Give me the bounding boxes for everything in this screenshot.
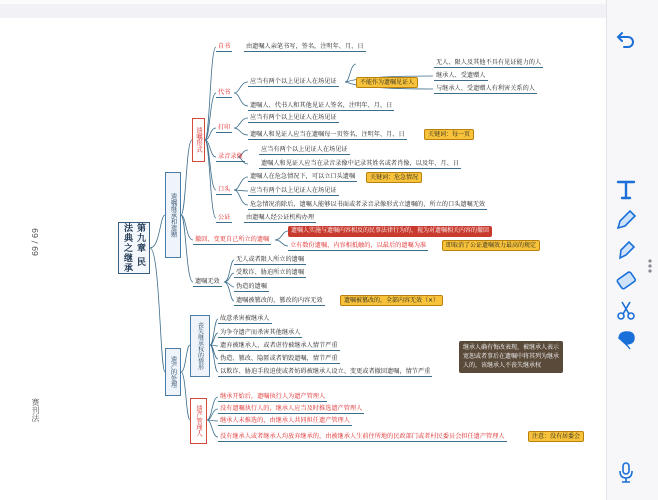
form-audio-video: 录音录像 <box>218 153 243 160</box>
form-self-written-text: 由遗嘱人亲笔书写，签名，注明年、月、日 <box>246 43 364 50</box>
audio-line-1: 应当有两个以上见证人在场见证 <box>261 146 348 153</box>
text-tool-icon[interactable] <box>612 176 640 204</box>
revoke-line-1: 遗嘱人实施与遗嘱内容相反的民事法律行为的，视为对遗嘱相关内容的撤回 <box>288 226 492 237</box>
proxy-note-item-1: 无人、限人及其他不具有见证能力的人 <box>436 59 542 66</box>
oral-note: 关键词：危急情况 <box>366 172 422 183</box>
lose-item-3: 遗弃被继承人，或者虐待被继承人情节严重 <box>220 342 338 349</box>
admin-item-1: 继承开始后，遗嘱执行人为遗产管理人 <box>220 393 326 400</box>
pen-icon[interactable] <box>612 206 640 234</box>
oral-line-2: 应当有两个以上见证人在场见证 <box>250 187 337 194</box>
notarized-text: 由遗嘱人经公证机构办理 <box>246 214 315 221</box>
lose-right-node: 丧失继承权的情形 <box>190 315 210 377</box>
marker-icon[interactable] <box>612 236 640 264</box>
scissors-icon[interactable] <box>612 296 640 324</box>
branch-estate-handling: 遗产的处理 <box>165 348 181 396</box>
eraser-icon[interactable] <box>612 266 640 294</box>
branch-will-inheritance: 遗嘱继承和遗赠 <box>165 172 181 258</box>
proxy-line-1: 应当有两个以上见证人在场见证 <box>250 78 337 85</box>
revoke-line-2: 立有数份遗嘱，内容相抵触的，以最后的遗嘱为准 <box>290 242 427 249</box>
proxy-note-item-3: 与继承人、受遗赠人有利害关系的人 <box>436 85 535 92</box>
admin-item-4: 没有继承人或者继承人均放弃继承的，由被继承人生前住所地的民政部门或者村民委员会担任遗产管理人 <box>220 433 505 440</box>
lose-item-5: 以欺诈、胁迫手段迫使或者妨碍被继承人设立、变更或者撤回遗嘱，情节严重 <box>220 368 431 375</box>
invalid-node: 遗嘱无效 <box>195 278 220 285</box>
undo-icon[interactable] <box>612 24 640 52</box>
root-node: 第九章 民法典之继承 <box>118 222 150 274</box>
side-label: 赛刊法 <box>31 398 40 422</box>
invalid-item-1: 无人或者限人所立的遗嘱 <box>236 256 305 263</box>
proxy-note-item-2: 继承人、受遗赠人 <box>436 72 486 79</box>
admin-item-2: 没有遗嘱执行人的，继承人应当及时推选遗产管理人 <box>220 405 363 412</box>
printed-line-2: 遗嘱人和见证人应当在遗嘱每一页签名，注明年、月、日 <box>250 131 405 138</box>
proxy-line-2: 遗嘱人、代书人和其他见证人签名，注明年、月、日 <box>250 102 393 109</box>
invalid-item-3: 伪造的遗嘱 <box>236 283 267 290</box>
administrator-node: 遗产管理人 <box>190 398 207 444</box>
form-notarized: 公证 <box>218 214 231 221</box>
lose-item-2: 为争夺遗产而杀害其他继承人 <box>220 329 301 336</box>
form-self-written: 自书 <box>218 43 231 50</box>
lose-item-4: 伪造、篡改、隐匿或者销毁遗嘱，情节严重 <box>220 355 338 362</box>
form-printed: 打印 <box>218 124 231 131</box>
oral-line-3: 危急情况消除后，遗嘱人能够以书面或者录音录像形式立遗嘱的，所立的口头遗嘱无效 <box>250 201 486 208</box>
printed-note: 关键词：每一页 <box>424 129 474 140</box>
proxy-note: 不能作为遗嘱见证人 <box>356 77 418 88</box>
admin-item-3: 继承人未推选的，由继承人共同担任遗产管理人 <box>220 417 350 424</box>
mic-icon[interactable] <box>612 458 640 486</box>
invalid-note: 遗嘱被篡改的，全部内容无效（×） <box>340 295 443 306</box>
revoke-note: 即取消了公证遗嘱效力最高的规定 <box>442 240 540 251</box>
revoke-node: 撤回、变更自己所立的遗嘱 <box>195 236 270 243</box>
invalid-item-4: 遗嘱被篡改的，篡改的内容无效 <box>236 297 323 304</box>
audio-line-2: 遗嘱人和见证人应当在录音录像中记录其姓名或者肖像，以及年、月、日 <box>261 160 459 167</box>
oral-line-1: 遗嘱人在危急情况下，可以立口头遗嘱 <box>250 173 356 180</box>
lose-item-1: 故意杀害被继承人 <box>220 315 270 322</box>
admin-note: 注意：没有居委会 <box>528 431 584 442</box>
lasso-icon[interactable] <box>612 326 640 354</box>
form-oral: 口头 <box>218 186 231 193</box>
invalid-item-2: 受欺诈、胁迫所立的遗嘱 <box>236 269 305 276</box>
printed-line-1: 应当有两个以上见证人在场见证 <box>250 114 337 121</box>
form-proxy-written: 代书 <box>218 89 231 96</box>
lose-right-note: 继承人确有悔改表现，被继承人表示宽恕或者事后在遗嘱中将其列为继承人的，该继承人不丧失继承权 <box>459 341 563 373</box>
page-number: 69 / 69 <box>30 228 39 257</box>
more-icon[interactable] <box>646 258 654 274</box>
will-forms-node: 遗嘱形式 <box>192 118 205 162</box>
